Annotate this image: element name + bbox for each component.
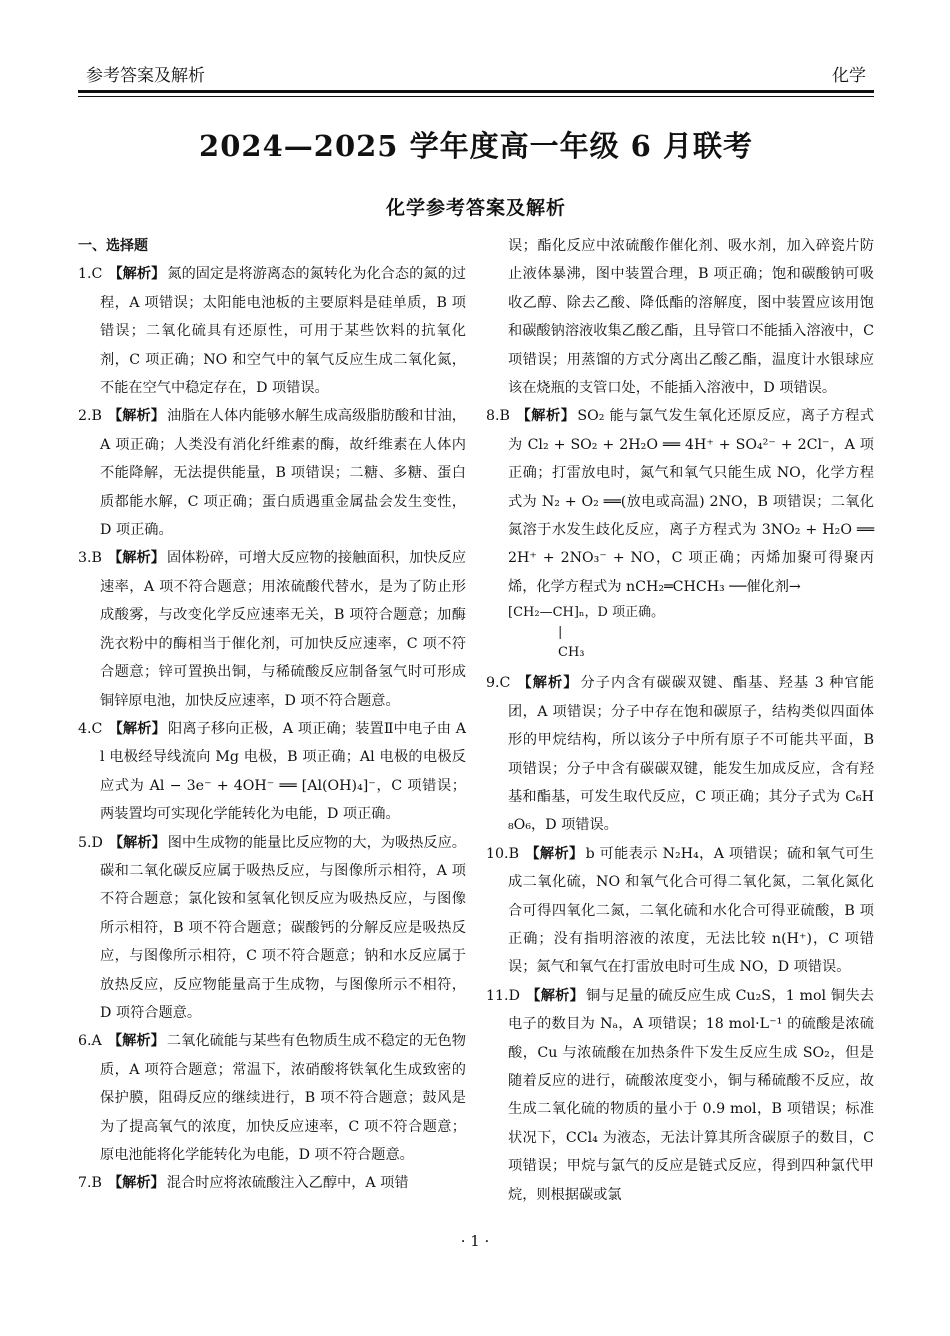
item-text: 混合时应将浓硫酸注入乙醇中，A 项错	[166, 1175, 409, 1192]
left-column	[78, 232, 466, 1198]
analysis-tag: 【解析】	[515, 408, 576, 425]
analysis-tag: 【解析】	[516, 675, 579, 692]
analysis-tag: 【解析】	[107, 1033, 165, 1050]
analysis-tag: 【解析】	[107, 550, 165, 567]
item-answer: B	[91, 408, 102, 425]
item-answer: D	[508, 987, 520, 1004]
item-answer: B	[91, 1175, 102, 1192]
item-text: 阳离子移向正极，A 项正确；装置Ⅱ中电子由 Al 电极经导线流向 Mg 电极，B 项正确；Al 电极的电极反应式为 Al − 3e⁻ + 4OH⁻ ══ [Al(OH)₄]⁻，C 项错误；两装置均可实现化学能转化为电能，D 项正确。	[100, 720, 466, 823]
answer-item-6	[78, 1027, 466, 1169]
item-number: 8.	[486, 408, 500, 425]
item-number: 7.	[78, 1175, 92, 1192]
item-text: 铜与足量的硫反应生成 Cu₂S，1 mol 铜失去电子的数目为 Nₐ，A 项错误；18 mol·L⁻¹ 的硫酸是浓硫酸，Cu 与浓硫酸在加热条件下发生反应生成 SO₂，但是随着反应的进行，硫酸浓度变小，铜与稀硫酸不反应，故生成二氧化硫的物质的量小于 0.9 mol，B 项错误；标准状况下，CCl₄ 为液态，无法计算其所含碳原子的数目，C 项错误；甲烷与氯气的反应是链式反应，得到四种氯代甲烷，则根据碳或氯	[508, 987, 874, 1203]
item-answer: C	[91, 266, 103, 283]
answer-item-7	[78, 1169, 466, 1197]
analysis-tag: 【解析】	[107, 408, 165, 425]
item-text: SO₂ 能与氯气发生氧化还原反应，离子方程式为 Cl₂ + SO₂ + 2H₂O ══ 4H⁺ + SO₄²⁻ + 2Cl⁻，A 项正确；打雷放电时，氮气和氧气只能生成 NO，化学方程式为 N₂ + O₂ ══(放电或高温) 2NO，B 项错误；二氧化氮溶于水发生歧化反应，离子方程式为 3NO₂ + H₂O ══ 2H⁺ + 2NO₃⁻ + NO，C 项正确；丙烯加聚可得聚丙烯，化学方程式为 nCH₂═CHCH₃ ──催化剂→	[508, 408, 874, 595]
item-number: 6.	[78, 1033, 92, 1050]
answer-item-10	[486, 840, 874, 982]
item-text: 氮的固定是将游离态的氮转化为化合态的氮的过程，A 项错误；太阳能电池板的主要原料是硅单质，B 项错误；二氧化硫具有还原性，可用于某些饮料的抗氧化剂，C 项正确；NO 和空气中的氧气反应生成二氧化氮，不能在空气中稳定存在，D 项错误。	[100, 266, 466, 397]
analysis-tag: 【解析】	[525, 987, 585, 1004]
header-left-label: 参考答案及解析	[86, 66, 205, 86]
answer-item-2	[78, 402, 466, 544]
analysis-tag: 【解析】	[108, 266, 166, 283]
polymer-formula-main: [CH₂—CH]ₙ，D 项正确。	[508, 605, 665, 621]
right-column	[486, 232, 874, 1209]
section-heading: 一、选择题	[78, 238, 148, 254]
analysis-tag: 【解析】	[525, 845, 584, 862]
item-answer: B	[508, 845, 520, 862]
item-text: 二氧化硫能与某些有色物质生成不稳定的无色物质，A 项符合题意；常温下，浓硝酸将铁氧化生成致密的保护膜，阻碍反应的继续进行，B 项不符合题意；鼓风是为了提高氧气的浓度，加快反应速率，C 项不符合题意；原电池能将化学能转化为电能，D 项不符合题意。	[100, 1033, 466, 1163]
header-rule-thin	[78, 96, 874, 97]
item-text: 油脂在人体内能够水解生成高级脂肪酸和甘油，A 项正确；人类没有消化纤维素的酶，故纤维素在人体内不能降解，无法提供能量，B 项错误；二糖、多糖、蛋白质都能水解，C 项正确；蛋白质遇重金属盐会发生变性，D 项正确。	[100, 408, 466, 539]
polymer-formula-bond: |	[558, 625, 563, 641]
header-subject-label: 化学	[832, 66, 866, 86]
polymer-formula	[486, 603, 874, 663]
analysis-tag: 【解析】	[108, 720, 166, 737]
polymer-formula-methyl: CH₃	[558, 645, 585, 661]
item-text: 分子内含有碳碳双键、酯基、羟基 3 种官能团，A 项错误；分子中存在饱和碳原子，结构类似四面体形的甲烷结构，所以该分子中所有原子不可能共平面，B 项错误；分子中含有碳碳双键，能发生加成反应，含有羟基和酯基，可发生取代反应，C 项正确；其分子式为 C₆H₈O₆，D 项错误。	[508, 675, 874, 834]
page-number: · 1 ·	[460, 1232, 490, 1250]
item-number: 4.	[78, 720, 92, 737]
analysis-tag: 【解析】	[108, 834, 166, 851]
document-subtitle: 化学参考答案及解析	[385, 197, 566, 219]
item-text: 图中生成物的能量比反应物的大，为吸热反应。碳和二氧化碳反应属于吸热反应，与图像所示相符，A 项不符合题意；氯化铵和氢氧化钡反应为吸热反应，与图像所示相符，B 项不符合题意；碳酸钙的分解反应是吸热反应，与图像所示相符，C 项不符合题意；钠和水反应属于放热反应，反应物能量高于生成物，与图像所示不相符，D 项符合题意。	[100, 834, 466, 1021]
item-number: 2.	[78, 408, 92, 425]
answer-item-5	[78, 829, 466, 1028]
analysis-tag: 【解析】	[107, 1175, 165, 1192]
item-answer: A	[91, 1033, 102, 1050]
item-number: 9.	[486, 675, 500, 692]
item-number: 1.	[78, 266, 92, 283]
item-answer: B	[91, 550, 102, 567]
page-header	[78, 52, 874, 92]
answer-item-1	[78, 260, 466, 402]
answer-item-3	[78, 544, 466, 714]
answer-item-9	[486, 669, 874, 839]
item-number: 5.	[78, 834, 92, 851]
answer-item-11	[486, 982, 874, 1209]
answer-item-7-continued: 误；酯化反应中浓硫酸作催化剂、吸水剂，加入碎瓷片防止液体暴沸，图中装置合理，B 项正确；饱和碳酸钠可吸收乙醇、除去乙酸、降低酯的溶解度，图中装置应该用饱和碳酸钠溶液收集乙酸乙酯，且导管口不能插入溶液中，C 项错误；用蒸馏的方式分离出乙酸乙酯，温度计水银球应该在烧瓶的支管口处，不能插入溶液中，D 项错误。	[508, 238, 874, 397]
answer-item-8	[486, 402, 874, 601]
item-answer: C	[499, 675, 511, 692]
item-text: b 可能表示 N₂H₄，A 项错误；硫和氧气可生成二氧化硫，NO 和氧气化合可得二氧化氮，二氧化氮化合可得四氧化二氮，二氧化硫和水化合可得亚硫酸，B 项正确；没有指明溶液的浓度，无法比较 n(H⁺)，C 项错误；氮气和氧气在打雷放电时可生成 NO，D 项错误。	[508, 845, 874, 976]
document-title: 2024—2025 学年度高一年级 6 月联考	[199, 129, 753, 163]
item-number: 11.	[486, 987, 509, 1004]
item-answer: D	[91, 834, 103, 851]
item-number: 10.	[486, 845, 509, 862]
item-answer: C	[91, 720, 103, 737]
header-rule-thick	[78, 90, 874, 93]
answer-item-4	[78, 715, 466, 829]
item-answer: B	[499, 408, 510, 425]
item-text: 固体粉碎，可增大反应物的接触面积，加快反应速率，A 项不符合题意；用浓硫酸代替水，是为了防止形成酸雾，与改变化学反应速率无关，B 项符合题意；加酶洗衣粉中的酶相当于催化剂，可加快反应速率，C 项不符合题意；锌可置换出铜，与稀硫酸反应制备氢气时可形成铜锌原电池，加快反应速率，D 项不符合题意。	[100, 550, 466, 709]
item-number: 3.	[78, 550, 92, 567]
